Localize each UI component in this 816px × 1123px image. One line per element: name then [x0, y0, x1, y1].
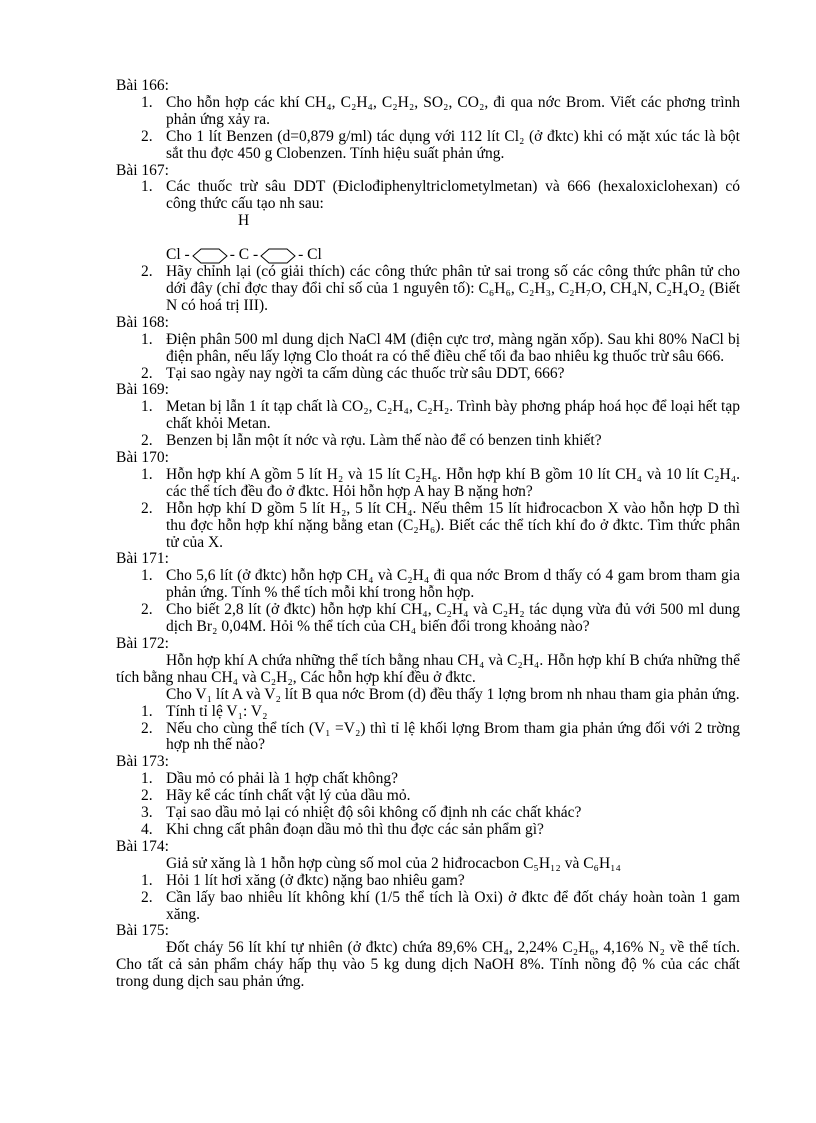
item-number: 1.	[141, 770, 153, 788]
problem-heading: Bài 168:	[116, 313, 169, 331]
item-text: Metan bị lẫn 1 ít tạp chất là CO₂, C₂H₄, C₂H₂. Trình bày phơng pháp hoá học để loại hết tạp chất khỏi Metan.	[166, 398, 740, 433]
list-item	[116, 822, 740, 839]
item-number: 1.	[141, 702, 153, 720]
ddt-h-label: H	[238, 212, 250, 230]
paragraph: Đốt cháy 56 lít khí tự nhiên (ở đktc) chứa 89,6% CH₄, 2,24% C₂H₆, 4,16% N₂ về thể tích. Cho tất cả sản phẩm cháy hấp thụ vào 5 kg dung dịch NaOH 8%. Tính nồng độ % của các chất trong dung dịch sau phản ứng.	[116, 939, 740, 991]
item-text: Cho biết 2,8 lít (ở đktc) hỗn hợp khí CH₄, C₂H₄ và C₂H₂ tác dụng vừa đủ với 500 ml dung dịch Br₂ 0,04M. Hỏi % thể tích của CH₄ biến đổi trong khoảng nào?	[166, 601, 740, 636]
list-item	[116, 873, 740, 890]
item-number: 2.	[141, 601, 153, 619]
item-number: 4.	[141, 820, 153, 838]
item-text: Tại sao dầu mỏ lại có nhiệt độ sôi không cố định nh các chất khác?	[166, 804, 582, 822]
problem-heading: Bài 171:	[116, 550, 169, 568]
list-item	[116, 433, 740, 450]
item-text: Hỏi 1 lít hơi xăng (ở đktc) nặng bao nhiêu gam?	[166, 871, 465, 889]
list-item	[116, 179, 740, 213]
item-number: 3.	[141, 804, 153, 822]
item-number: 2.	[141, 364, 153, 382]
benzene-ring-icon	[258, 248, 298, 264]
item-text: Hãy chỉnh lại (có giải thích) các công thức phân tử sai trong số các công thức phân tử cho dới đây (chỉ đợc thay đổi chỉ số của 1 nguyên tố): C₆H₆, C₂H₃, C₂H₇O, CH₄N, C₂H₄O₂ (Biết N có hoá trị III).	[166, 263, 740, 314]
item-text: Điện phân 500 ml dung dịch NaCl 4M (điện cực trơ, màng ngăn xốp). Sau khi 80% NaCl bị điện phân, nếu lấy lợng Clo thoát ra có thể điều chế tối đa bao nhiêu kg thuốc trừ sâu 666.	[166, 330, 740, 365]
list-item	[116, 332, 740, 366]
list-item	[116, 129, 740, 163]
ddt-structure-formula	[116, 247, 740, 264]
problem-heading: Bài 167:	[116, 161, 169, 179]
item-text: Các thuốc trừ sâu DDT (Điclođiphenyltriclometylmetan) và 666 (hexaloxiclohexan) có công thức cấu tạo nh sau:	[166, 178, 740, 213]
list-item	[116, 771, 740, 788]
ddt-cl-right: - Cl	[298, 246, 322, 264]
item-text: Cần lấy bao nhiêu lít không khí (1/5 thể tích là Oxi) ở đktc để đốt cháy hoàn toàn 1 gam xăng.	[166, 888, 740, 923]
list-item	[116, 805, 740, 822]
problem-heading: Bài 166:	[116, 77, 169, 94]
problem-169	[116, 382, 740, 450]
item-number: 2.	[141, 263, 153, 281]
list-item	[116, 568, 740, 602]
problem-167	[116, 163, 740, 315]
benzene-ring-icon	[190, 248, 230, 264]
problem-170	[116, 450, 740, 551]
item-text: Khi chng cất phân đoạn dầu mỏ thì thu đợc các sản phẩm gì?	[166, 820, 544, 838]
list-item	[116, 788, 740, 805]
item-text: Tính tỉ lệ V₁: V₂	[166, 702, 268, 720]
problem-173	[116, 754, 740, 839]
item-number: 1.	[141, 330, 153, 348]
list-item	[116, 602, 740, 636]
item-number: 1.	[141, 178, 153, 196]
problem-174	[116, 839, 740, 924]
paragraph: Cho V₁ lít A và V₂ lít B qua nớc Brom (d) đều thấy 1 lợng brom nh nhau tham gia phản ứng.	[166, 685, 740, 703]
item-text: Cho hỗn hợp các khí CH₄, C₂H₄, C₂H₂, SO₂, CO₂, đi qua nớc Brom. Viết các phơng trình phản ứng xảy ra.	[166, 93, 740, 128]
list-item	[116, 95, 740, 129]
item-number: 1.	[141, 567, 153, 585]
paragraph: Giả sử xăng là 1 hỗn hợp cùng số mol của 2 hiđrocacbon C₅H₁₂ và C₆H₁₄	[166, 854, 621, 872]
list-item	[116, 366, 740, 383]
list-item	[116, 399, 740, 433]
item-text: Nếu cho cùng thể tích (V₁ =V₂) thì tỉ lệ khối lợng Brom tham gia phản ứng đối với 2 trờng hợp nh thế nào?	[166, 719, 740, 754]
problem-heading: Bài 172:	[116, 635, 169, 652]
item-number: 2.	[141, 499, 153, 517]
item-number: 2.	[141, 432, 153, 450]
item-number: 2.	[141, 787, 153, 805]
problem-175	[116, 923, 740, 991]
list-item	[116, 467, 740, 501]
list-item	[116, 890, 740, 924]
list-item	[116, 704, 740, 721]
ddt-central-carbon: - C -	[229, 246, 259, 264]
item-text: Cho 1 lít Benzen (d=0,879 g/ml) tác dụng với 112 lít Cl₂ (ở đktc) khi có mặt xúc tác là bột sắt thu đợc 450 g Clobenzen. Tính hiệu suất phản ứng.	[166, 127, 740, 162]
item-text: Hỗn hợp khí D gồm 5 lít H₂, 5 lít CH₄. Nếu thêm 15 lít hiđrocacbon X vào hỗn hợp D thì thu đợc hỗn hợp khí nặng bằng etan (C₂H₆). Biết các thể tích khí đo ở đktc. Tìm thức phân tử của X.	[166, 499, 740, 551]
paragraph: Hỗn hợp khí A chứa những thể tích bằng nhau CH₄ và C₂H₄. Hỗn hợp khí B chứa những thể tích bằng nhau CH₄ và C₂H₂, Các hỗn hợp khí đều ở đktc.	[116, 651, 740, 686]
item-number: 1.	[141, 465, 153, 483]
list-item	[116, 721, 740, 755]
problem-168	[116, 315, 740, 383]
problem-172	[116, 636, 740, 754]
document-page	[116, 78, 740, 991]
problem-heading: Bài 170:	[116, 449, 169, 467]
problem-heading: Bài 169:	[116, 381, 169, 399]
item-number: 2.	[141, 719, 153, 737]
list-item	[116, 264, 740, 315]
item-text: Hỗn hợp khí A gồm 5 lít H₂ và 15 lít C₂H₆. Hỗn hợp khí B gồm 10 lít CH₄ và 10 lít C₂H₄. các thể tích đều đo ở đktc. Hỏi hỗn hợp A hay B nặng hơn?	[166, 465, 740, 500]
item-text: Benzen bị lẫn một ít nớc và rợu. Làm thế nào để có benzen tinh khiết?	[166, 432, 602, 450]
item-number: 1.	[141, 398, 153, 416]
problem-166	[116, 78, 740, 163]
item-number: 1.	[141, 871, 153, 889]
item-number: 2.	[141, 127, 153, 145]
item-number: 1.	[141, 93, 153, 111]
ddt-cl-left: Cl -	[166, 246, 190, 264]
problem-heading: Bài 173:	[116, 753, 169, 771]
problem-heading: Bài 174:	[116, 837, 169, 855]
item-text: Cho 5,6 lít (ở đktc) hỗn hợp CH₄ và C₂H₄ đi qua nớc Brom d thấy có 4 gam brom tham gia phản ứng. Tính % thể tích mỗi khí trong hỗn hợp.	[166, 567, 740, 602]
item-number: 2.	[141, 888, 153, 906]
item-text: Hãy kể các tính chất vật lý của dầu mỏ.	[166, 787, 411, 805]
problem-heading: Bài 175:	[116, 922, 169, 940]
item-text: Dầu mỏ có phải là 1 hợp chất không?	[166, 770, 399, 788]
list-item	[116, 501, 740, 552]
problem-171	[116, 551, 740, 636]
item-text: Tại sao ngày nay ngời ta cấm dùng các thuốc trừ sâu DDT, 666?	[166, 364, 565, 382]
